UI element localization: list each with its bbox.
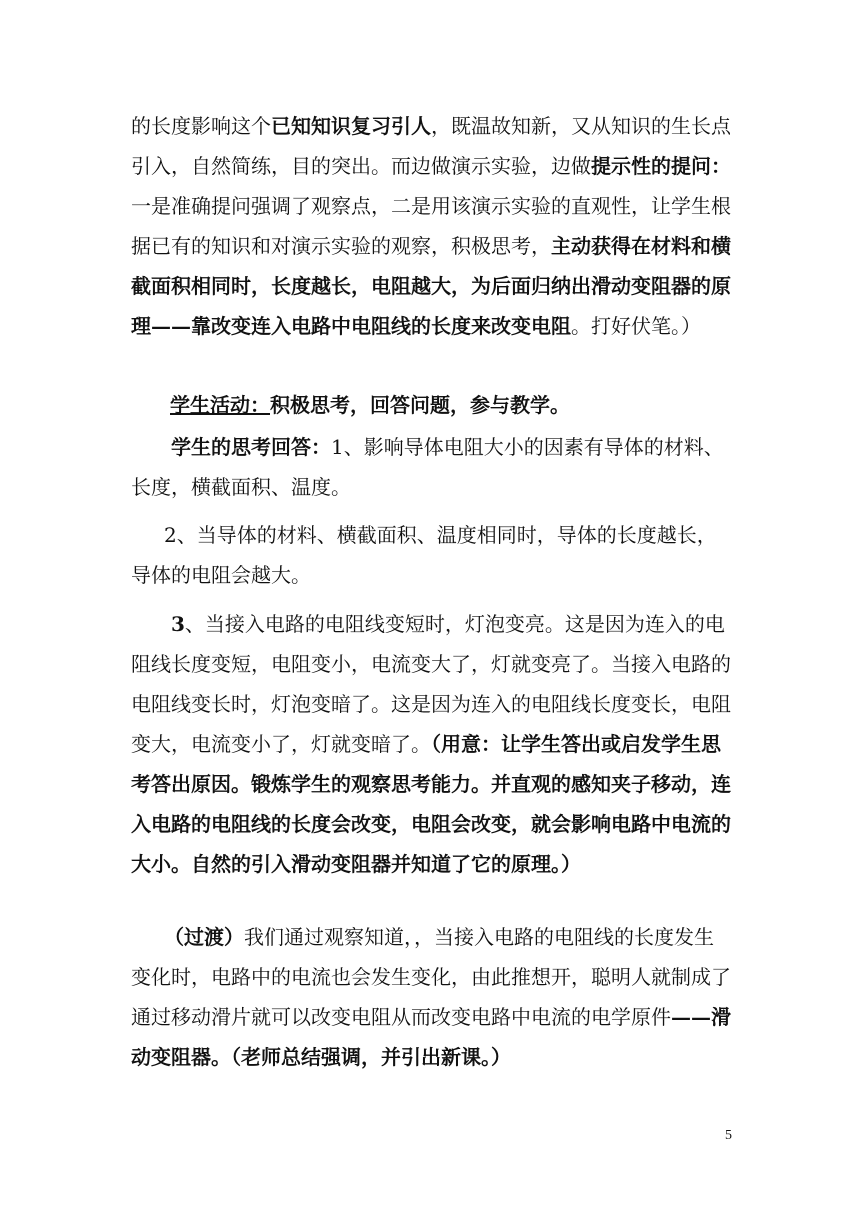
bold-run: 主动获得在材料和横截面积相同时，长度越长，电阻越大，为后面归纳出滑动变阻器的原理——靠改变连入电路中电阻线的长度来改变电阻: [131, 234, 731, 338]
student-activity-label: 学生活动：: [170, 393, 270, 417]
page-number: 5: [725, 1128, 732, 1143]
answer-1-text: 1、影响导体电阻大小的因素有导体的材料、长度，横截面积、温度。: [131, 435, 724, 499]
transition-label: （过渡）: [164, 925, 244, 949]
transition-bold: ——滑动变阻器。（老师总结强调，并引出新课。）: [131, 1005, 731, 1069]
paragraph-student-answer-1: [131, 427, 731, 507]
answer-2-text: 2、当导体的材料、横截面积、温度相同时，导体的长度越长，导体的电阻会越大。: [131, 523, 717, 587]
paragraph-student-activity: [170, 385, 730, 425]
paragraph-student-answer-2: [131, 515, 731, 595]
answer-3-intent: （用意：让学生答出或启发学生思考答出原因。锻炼学生的观察思考能力。并直观的感知夹子移动，连入电路的电阻线的长度会改变，电阻会改变，就会影响电路中电流的大小。自然的引入滑动变阻器并知道了它的原理。）: [131, 732, 731, 876]
text-run: 的长度影响这个: [131, 114, 271, 138]
answer-3-text: 、当接入电路的电阻线变短时，灯泡变亮。这是因为连入的电阻线长度变短，电阻变小，电流变大了，灯就变亮了。当接入电路的电阻线变长时，灯泡变暗了。这是因为连入的电阻线长度变长，电阻变大，电流变小了，灯就变暗了。: [131, 612, 731, 756]
text-run: 。打好伏笔。）: [571, 314, 701, 338]
text-run: ，既温故知新，又从知识的生长点引入，自然简练，目的突出。而边做演示实验，边做: [131, 114, 731, 178]
paragraph-transition: [131, 917, 731, 1077]
paragraph-student-answer-3: [131, 604, 731, 884]
student-answer-label: 学生的思考回答：: [171, 435, 331, 459]
bold-run: 已知知识复习引人: [271, 114, 431, 138]
answer-3-number: 3: [171, 612, 185, 636]
student-activity-text: 积极思考，回答问题，参与教学。: [270, 393, 570, 417]
paragraph-design-intent: [131, 106, 731, 346]
text-run: 一是准确提问强调了观察点，二是用该演示实验的直观性，让学生根据已有的知识和对演示实验的观察，积极思考，: [131, 194, 731, 258]
transition-text: 我们通过观察知道，，当接入电路的电阻线的长度发生变化时，电路中的电流也会发生变化，由此推想开，聪明人就制成了通过移动滑片就可以改变电阻从而改变电路中电流的电学原件: [131, 925, 731, 1029]
bold-run: 提示性的提问：: [591, 154, 731, 178]
